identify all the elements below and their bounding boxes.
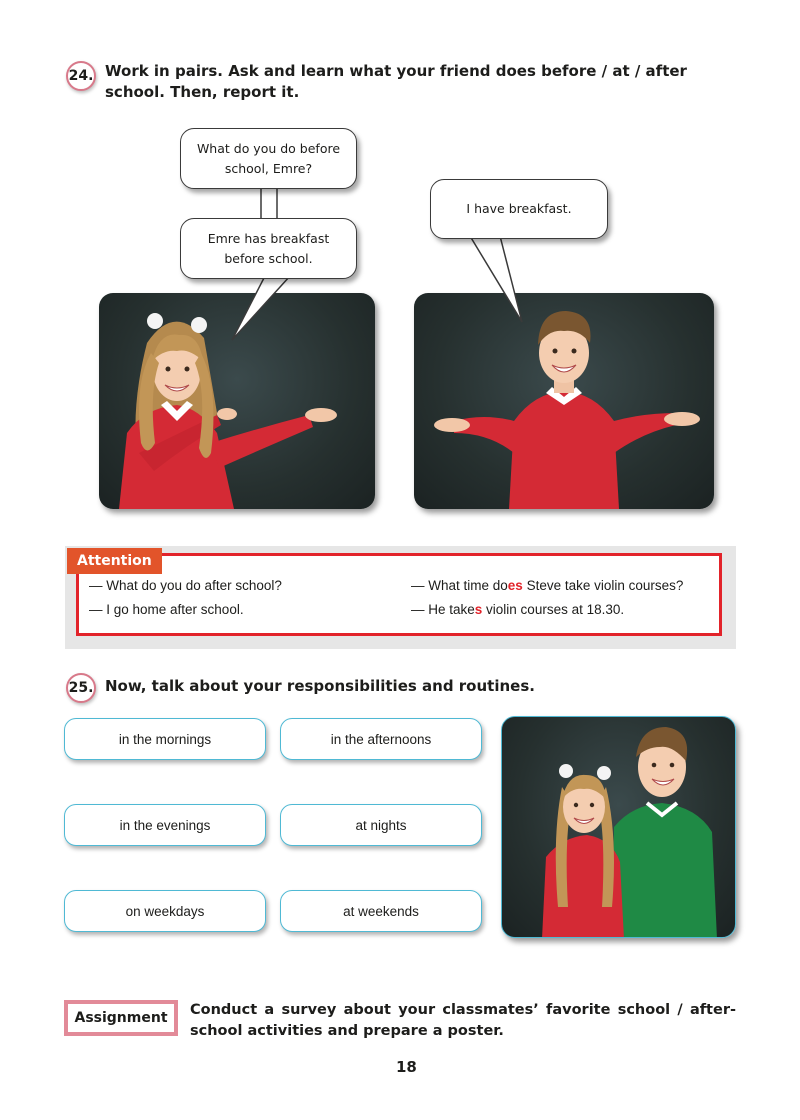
children-illustration — [502, 717, 736, 938]
assignment-label: Assignment — [64, 1000, 178, 1036]
highlighted-suffix: s — [474, 602, 483, 617]
assignment-text: Conduct a survey about your classmates’ favorite school / after-school activities and prepare a poster. — [190, 1002, 736, 1039]
attention-third-person-answer — [411, 602, 624, 617]
text-part: Steve take violin courses? — [522, 578, 684, 593]
answer-speech-bubble: I have breakfast. — [430, 179, 608, 239]
children-photo — [501, 716, 736, 938]
exercise-24-instruction: Work in pairs. Ask and learn what your friend does before / at / after school. Then, report it. — [105, 62, 687, 101]
text-part: violin courses at 18.30. — [482, 602, 625, 617]
report-speech-bubble: Emre has breakfast before school. — [180, 218, 357, 279]
attention-label: Attention — [67, 548, 162, 574]
question-speech-bubble: What do you do before school, Emre? — [180, 128, 357, 189]
attention-example-question: — What do you do after school? — [89, 578, 282, 593]
highlighted-suffix: es — [507, 578, 523, 593]
attention-third-person-question — [411, 578, 683, 593]
routine-box-afternoons: in the afternoons — [280, 718, 482, 760]
attention-example-answer: — I go home after school. — [89, 602, 244, 617]
text-part: — He take — [411, 602, 475, 617]
attention-frame — [76, 553, 722, 636]
page-number: 18 — [396, 1058, 417, 1076]
exercise-number-badge: 25. — [66, 673, 96, 703]
exercise-number-badge: 24. — [66, 61, 96, 91]
routine-box-weekdays: on weekdays — [64, 890, 266, 932]
routine-box-mornings: in the mornings — [64, 718, 266, 760]
text-part: — What time do — [411, 578, 508, 593]
routine-box-evenings: in the evenings — [64, 804, 266, 846]
routine-box-weekends: at weekends — [280, 890, 482, 932]
routine-box-nights: at nights — [280, 804, 482, 846]
exercise-25-instruction: Now, talk about your responsibilities and routines. — [105, 677, 535, 695]
